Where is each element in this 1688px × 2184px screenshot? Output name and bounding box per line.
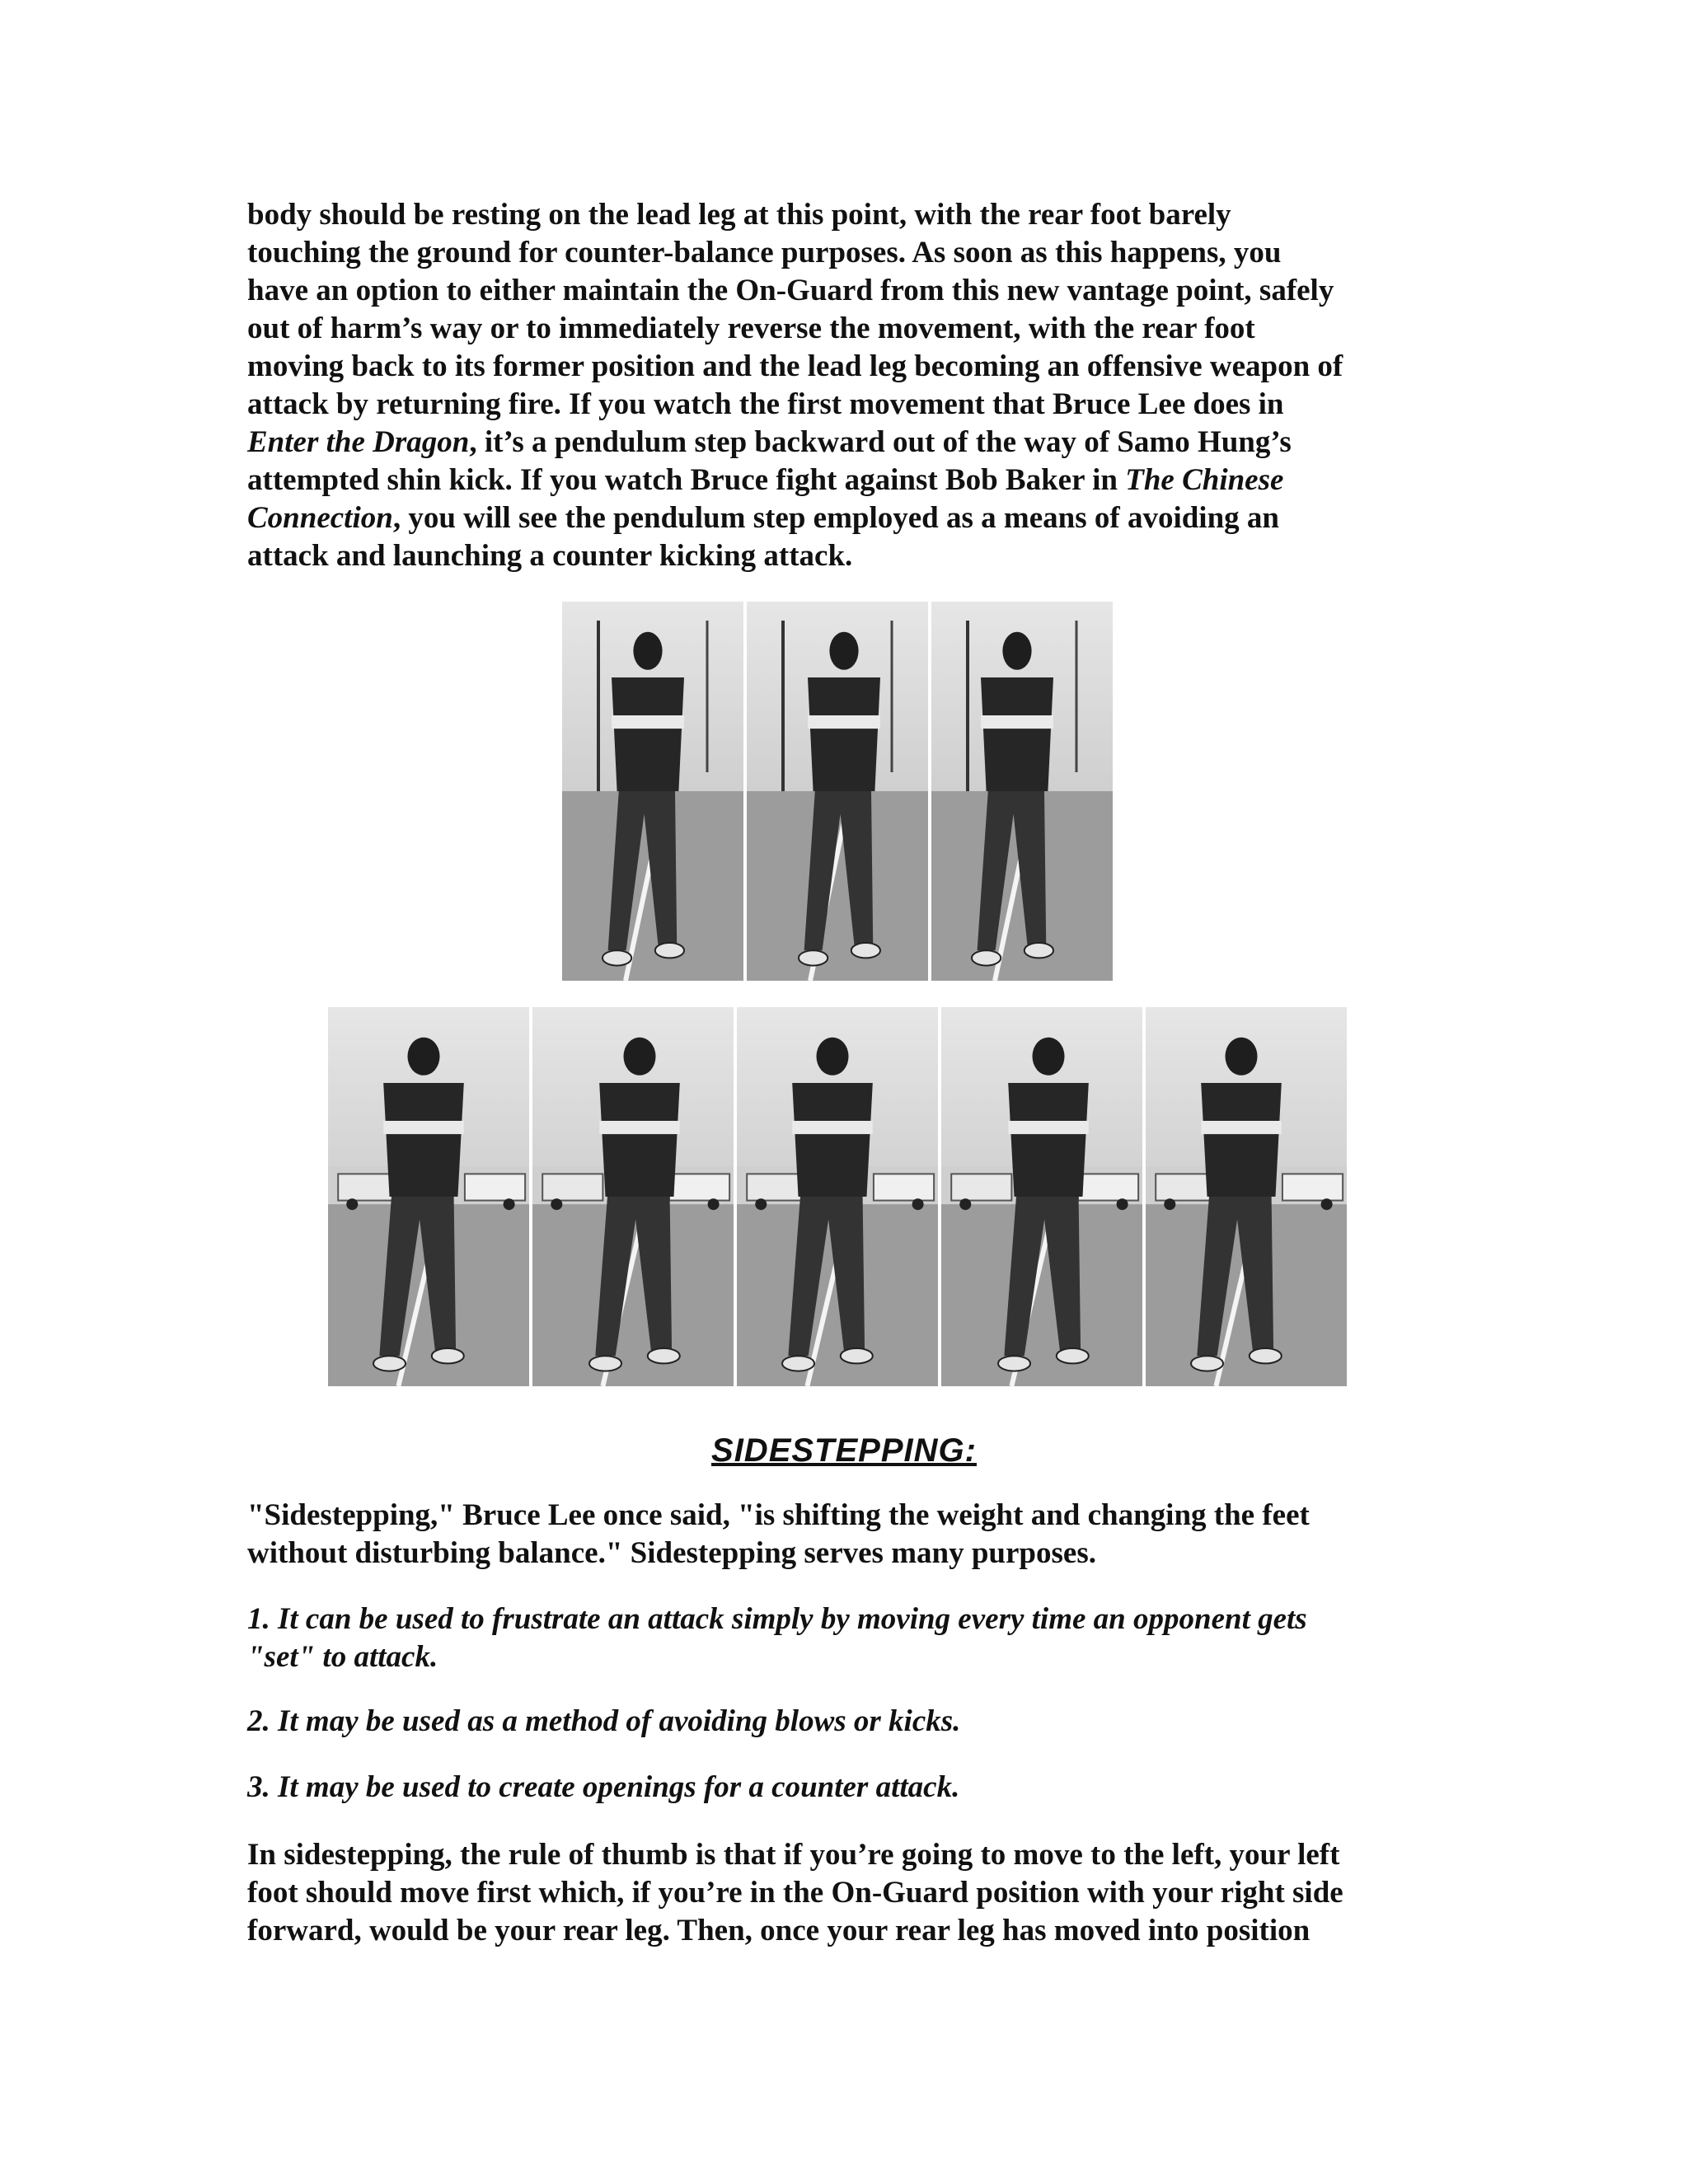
- text-line: have an option to either maintain the On-Guard from this new vantage point, safely: [247, 274, 1334, 307]
- photo-frame: [737, 1007, 938, 1386]
- paragraph-pendulum-step: [247, 196, 1467, 575]
- text-line: [247, 462, 1467, 499]
- text-line: "Sidestepping," Bruce Lee once said, "is shifting the weight and changing the feet: [247, 1498, 1310, 1532]
- list-item: [247, 1769, 1467, 1807]
- text-line: body should be resting on the lead leg at this point, with the rear foot barely: [247, 198, 1231, 232]
- photo-frame: [532, 1007, 734, 1386]
- text-line: 2. It may be used as a method of avoiding blows or kicks.: [247, 1704, 961, 1738]
- list-item: [247, 1601, 1467, 1676]
- photo-sequence-sidestep: [328, 1007, 1350, 1386]
- text-line: In sidestepping, the rule of thumb is that if you’re going to move to the left, your left: [247, 1838, 1340, 1872]
- film-title-chinese-connection-part2: Connection: [247, 501, 393, 535]
- photo-frame: [941, 1007, 1142, 1386]
- text-line: 1. It can be used to frustrate an attack simply by moving every time an opponent gets: [247, 1602, 1307, 1636]
- text-line: 3. It may be used to create openings for a counter attack.: [247, 1770, 960, 1804]
- photo-frame: [747, 602, 928, 981]
- text-fragment: attempted shin kick. If you watch Bruce fight against Bob Baker in: [247, 463, 1126, 497]
- paragraph-sidestep-rule: [247, 1836, 1467, 1950]
- text-fragment: , it’s a pendulum step backward out of the way of Samo Hung’s: [469, 425, 1292, 459]
- text-line: [247, 499, 1467, 537]
- photo-frame: [931, 602, 1113, 981]
- text-line: out of harm’s way or to immediately reverse the movement, with the rear foot: [247, 312, 1255, 345]
- text-line: foot should move first which, if you’re in the On-Guard position with your right side: [247, 1876, 1343, 1910]
- text-fragment: , you will see the pendulum step employed as a means of avoiding an: [392, 501, 1279, 535]
- text-line: touching the ground for counter-balance purposes. As soon as this happens, you: [247, 236, 1282, 269]
- text-line: "set" to attack.: [247, 1640, 438, 1674]
- paragraph-sidestepping-quote: [247, 1497, 1467, 1572]
- photo-frame: [328, 1007, 529, 1386]
- section-heading-sidestepping: SIDESTEPPING:: [711, 1432, 977, 1469]
- text-line: attack and launching a counter kicking attack.: [247, 539, 853, 573]
- film-title-enter-the-dragon: Enter the Dragon: [247, 425, 470, 459]
- photo-frame: [1146, 1007, 1347, 1386]
- text-line: [247, 424, 1467, 462]
- photo-sequence-pendulum: [562, 602, 1116, 981]
- photo-frame: [562, 602, 743, 981]
- text-line: without disturbing balance." Sidestepping serves many purposes.: [247, 1536, 1096, 1570]
- film-title-chinese-connection-part1: The Chinese: [1125, 463, 1284, 497]
- text-line: attack by returning fire. If you watch the first movement that Bruce Lee does in: [247, 387, 1284, 421]
- list-item: [247, 1703, 1467, 1741]
- text-line: moving back to its former position and the lead leg becoming an offensive weapon of: [247, 349, 1343, 383]
- text-line: forward, would be your rear leg. Then, once your rear leg has moved into position: [247, 1914, 1311, 1947]
